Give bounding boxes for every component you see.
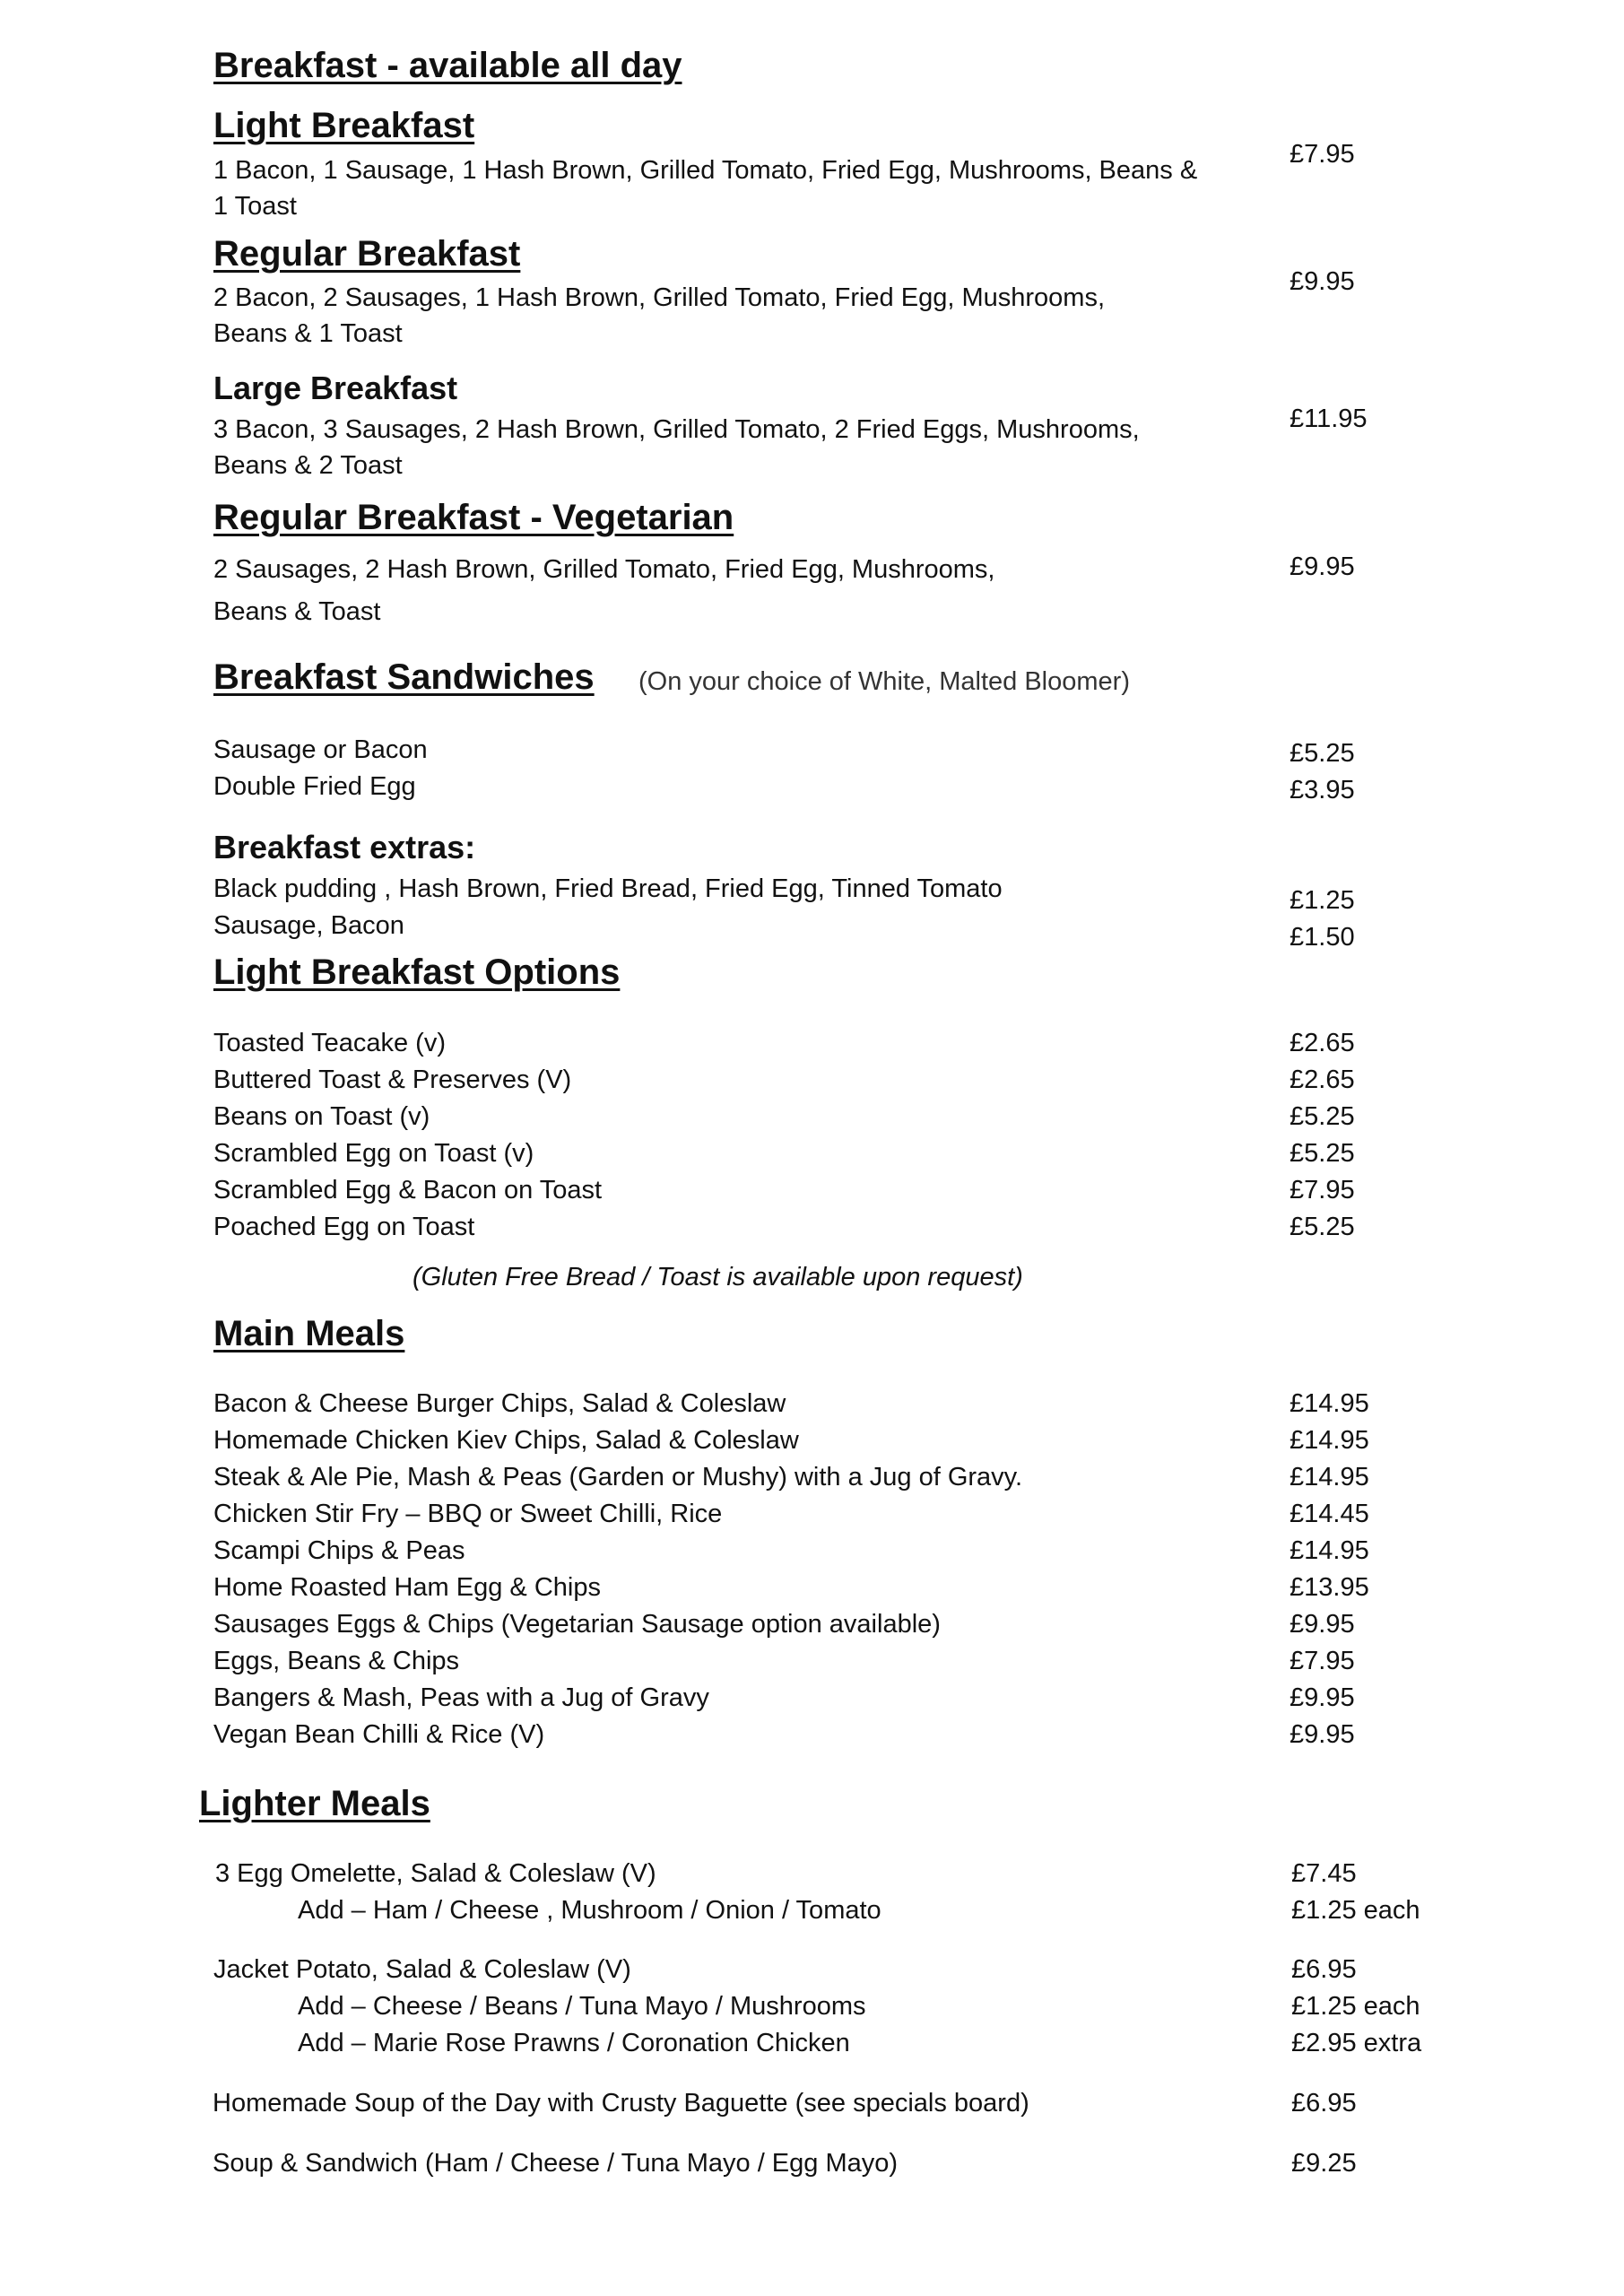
main-meal-item: Bangers & Mash, Peas with a Jug of Gravy (213, 1683, 709, 1712)
main-meal-price: £9.95 (1290, 1720, 1355, 1749)
extras-item-sausage-bacon: Sausage, Bacon (213, 911, 404, 940)
sandwich-item-sausage-bacon: Sausage or Bacon (213, 735, 428, 764)
light-option-item: Poached Egg on Toast (213, 1213, 475, 1241)
main-meal-item: Chicken Stir Fry – BBQ or Sweet Chilli, Rice (213, 1500, 723, 1528)
soup-sandwich-price: £9.25 (1291, 2149, 1357, 2178)
veg-breakfast-desc-line2: Beans & Toast (213, 597, 381, 626)
light-option-price: £5.25 (1290, 1102, 1355, 1131)
sandwich-price-sausage-bacon: £5.25 (1290, 739, 1355, 768)
main-meal-item: Sausages Eggs & Chips (Vegetarian Sausage option available) (213, 1610, 941, 1639)
regular-breakfast-title: Regular Breakfast (213, 234, 521, 274)
lighter-meals-title: Lighter Meals (199, 1784, 430, 1823)
light-option-price: £2.65 (1290, 1029, 1355, 1057)
soup-sandwich-item: Soup & Sandwich (Ham / Cheese / Tuna Mayo / Egg Mayo) (213, 2149, 899, 2178)
large-breakfast-title: Large Breakfast (213, 370, 458, 406)
regular-breakfast-price: £9.95 (1290, 267, 1355, 296)
main-meal-price: £13.95 (1290, 1573, 1369, 1602)
light-breakfast-desc-line2: 1 Toast (213, 192, 297, 221)
jacket-add-item: Add – Cheese / Beans / Tuna Mayo / Mushrooms (298, 1992, 866, 2021)
gluten-free-note: (Gluten Free Bread / Toast is available upon request) (413, 1263, 1023, 1292)
large-breakfast-price: £11.95 (1290, 404, 1368, 433)
light-option-price: £2.65 (1290, 1065, 1355, 1094)
main-meal-item: Vegan Bean Chilli & Rice (V) (213, 1720, 545, 1749)
main-meal-price: £14.95 (1290, 1426, 1369, 1455)
main-meal-item: Scampi Chips & Peas (213, 1536, 465, 1565)
light-option-item: Scrambled Egg & Bacon on Toast (213, 1176, 603, 1205)
light-breakfast-title: Light Breakfast (213, 106, 475, 145)
omelette-item: 3 Egg Omelette, Salad & Coleslaw (V) (215, 1859, 656, 1888)
main-meal-price: £14.45 (1290, 1500, 1369, 1528)
jacket-add-price: £1.25 each (1291, 1992, 1420, 2021)
veg-breakfast-title: Regular Breakfast - Vegetarian (213, 498, 734, 537)
light-option-item: Beans on Toast (v) (213, 1102, 430, 1131)
veg-breakfast-desc-line1: 2 Sausages, 2 Hash Brown, Grilled Tomato, Fried Egg, Mushrooms, (213, 555, 995, 584)
main-meal-price: £14.95 (1290, 1463, 1369, 1492)
main-meal-item: Steak & Ale Pie, Mash & Peas (Garden or Mushy) with a Jug of Gravy. (213, 1463, 1023, 1492)
light-option-item: Scrambled Egg on Toast (v) (213, 1139, 534, 1168)
veg-breakfast-price: £9.95 (1290, 552, 1355, 581)
main-meal-price: £9.95 (1290, 1610, 1355, 1639)
sandwiches-title: Breakfast Sandwiches (213, 657, 595, 697)
sandwich-item-double-egg: Double Fried Egg (213, 772, 416, 801)
sandwich-price-double-egg: £3.95 (1290, 776, 1355, 804)
omelette-add-price: £1.25 each (1291, 1896, 1420, 1925)
regular-breakfast-desc-line2: Beans & 1 Toast (213, 319, 403, 348)
light-option-price: £7.95 (1290, 1176, 1355, 1205)
light-breakfast-desc-line1: 1 Bacon, 1 Sausage, 1 Hash Brown, Grilled Tomato, Fried Egg, Mushrooms, Beans & (213, 156, 1198, 185)
breakfast-heading: Breakfast - available all day (213, 46, 682, 85)
main-meals-title: Main Meals (213, 1314, 405, 1353)
main-meal-item: Home Roasted Ham Egg & Chips (213, 1573, 601, 1602)
large-breakfast-desc-line2: Beans & 2 Toast (213, 451, 403, 480)
soup-item: Homemade Soup of the Day with Crusty Baguette (see specials board) (213, 2089, 1029, 2118)
light-option-item: Toasted Teacake (v) (213, 1029, 446, 1057)
jacket-add-price-2: £2.95 extra (1291, 2029, 1422, 2057)
extras-price-sausage-bacon: £1.50 (1290, 923, 1355, 952)
jacket-potato-item: Jacket Potato, Salad & Coleslaw (V) (213, 1955, 631, 1984)
extras-price-black-pudding: £1.25 (1290, 886, 1355, 915)
main-meal-item: Eggs, Beans & Chips (213, 1647, 460, 1675)
jacket-add-item-2: Add – Marie Rose Prawns / Coronation Chicken (298, 2029, 850, 2057)
main-meal-price: £14.95 (1290, 1389, 1369, 1418)
light-option-price: £5.25 (1290, 1213, 1355, 1241)
light-options-title: Light Breakfast Options (213, 952, 621, 992)
jacket-potato-price: £6.95 (1291, 1955, 1357, 1984)
omelette-price: £7.45 (1291, 1859, 1357, 1888)
omelette-add-item: Add – Ham / Cheese , Mushroom / Onion / Tomato (298, 1896, 881, 1925)
main-meal-price: £7.95 (1290, 1647, 1355, 1675)
soup-price: £6.95 (1291, 2089, 1357, 2118)
large-breakfast-desc-line1: 3 Bacon, 3 Sausages, 2 Hash Brown, Grilled Tomato, 2 Fried Eggs, Mushrooms, (213, 415, 1140, 444)
main-meal-price: £9.95 (1290, 1683, 1355, 1712)
sandwiches-note: (On your choice of White, Malted Bloomer) (638, 667, 1130, 696)
main-meal-item: Bacon & Cheese Burger Chips, Salad & Coleslaw (213, 1389, 786, 1418)
main-meal-price: £14.95 (1290, 1536, 1369, 1565)
light-option-item: Buttered Toast & Preserves (V) (213, 1065, 572, 1094)
extras-title: Breakfast extras: (213, 829, 476, 865)
regular-breakfast-desc-line1: 2 Bacon, 2 Sausages, 1 Hash Brown, Grilled Tomato, Fried Egg, Mushrooms, (213, 283, 1106, 312)
light-option-price: £5.25 (1290, 1139, 1355, 1168)
light-breakfast-price: £7.95 (1290, 140, 1355, 169)
extras-item-black-pudding: Black pudding , Hash Brown, Fried Bread, Fried Egg, Tinned Tomato (213, 874, 1003, 903)
main-meal-item: Homemade Chicken Kiev Chips, Salad & Coleslaw (213, 1426, 799, 1455)
